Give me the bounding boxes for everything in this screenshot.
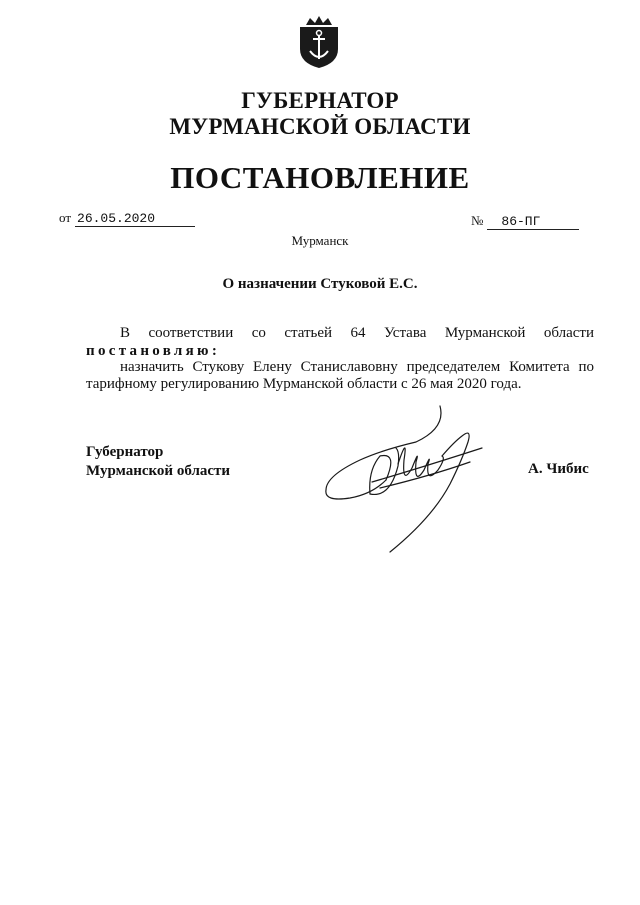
- signatory-position-line2: Мурманской области: [86, 463, 231, 479]
- body-word: со: [251, 325, 266, 341]
- body-line-4: тарифному регулированию Мурманской области с 26 мая 2020 года.: [86, 376, 522, 392]
- body-word: 64: [350, 325, 366, 341]
- body-word: В: [120, 325, 131, 341]
- signatory-name: А. Чибис: [528, 461, 589, 477]
- number-prefix: №: [471, 213, 484, 228]
- document-subject: О назначении Стуковой Е.С.: [222, 276, 418, 292]
- signature-handwritten: [320, 398, 500, 556]
- decision-word: постановляю:: [86, 343, 221, 359]
- body-line-1: [120, 324, 594, 343]
- signatory-position-line1: Губернатор: [86, 444, 164, 460]
- body-word: Мурманской: [444, 325, 526, 341]
- body-word: области: [543, 325, 594, 341]
- governor-title-line1: ГУБЕРНАТОР: [241, 88, 399, 113]
- city-name: Мурманск: [291, 233, 349, 248]
- date-value: 26.05.2020: [75, 211, 195, 227]
- date-prefix: от: [59, 210, 72, 225]
- body-word: соответствии: [148, 325, 234, 341]
- document-type-title: ПОСТАНОВЛЕНИЕ: [170, 160, 470, 195]
- body-word: Устава: [383, 325, 427, 341]
- number-value: 86-ПГ: [487, 214, 579, 230]
- number-row: [471, 212, 579, 230]
- governor-title-line2: МУРМАНСКОЙ ОБЛАСТИ: [169, 114, 471, 139]
- coat-of-arms-icon: [298, 15, 340, 69]
- body-word: статьей: [284, 325, 333, 341]
- date-row: [59, 209, 195, 227]
- body-line-3: назначить Стукову Елену Станиславовну председателем Комитета по: [120, 359, 594, 375]
